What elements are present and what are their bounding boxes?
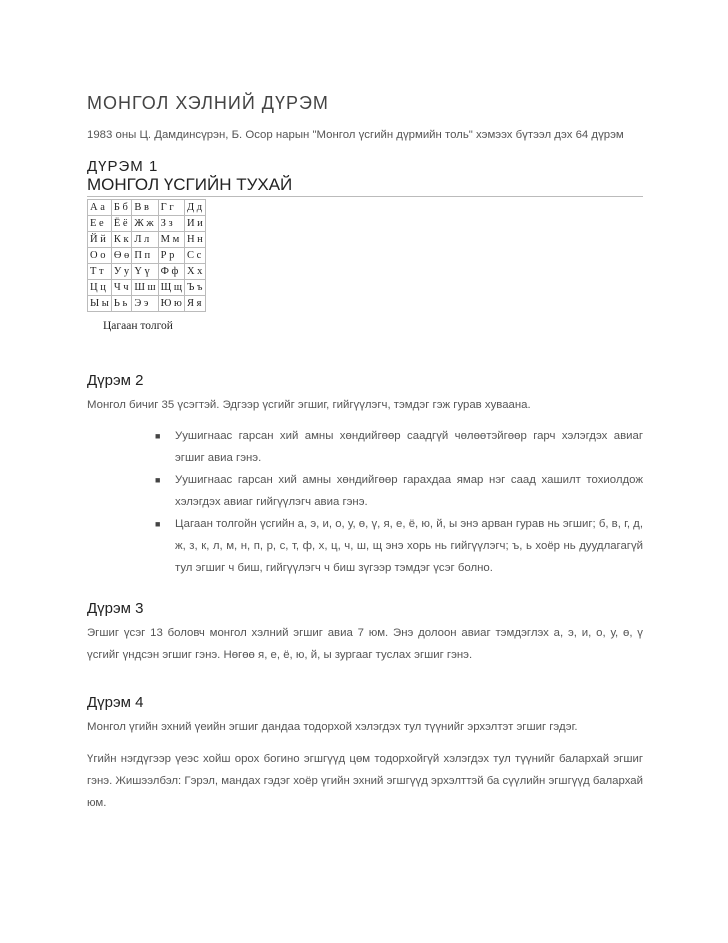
alphabet-cell: Л л: [132, 232, 158, 248]
alphabet-cell: У у: [111, 264, 131, 280]
rule-1-label: ДҮРЭМ 1: [87, 158, 159, 175]
alphabet-row: [88, 232, 206, 248]
list-item: [155, 469, 643, 513]
alphabet-cell: Г г: [158, 200, 184, 216]
list-item-text: Уушигнаас гарсан хий амны хөндийгөөр гарахдаа ямар нэг саад хашилт тохиолдож хэлэгдэх авиаг гийгүүлэгч авиа гэнэ.: [175, 474, 643, 508]
alphabet-cell: Ъ ъ: [184, 280, 205, 296]
alphabet-cell: Т т: [88, 264, 112, 280]
rule-3-text: Эгшиг үсэг 13 боловч монгол хэлний эгшиг авиа 7 юм. Энэ долоон авиаг тэмдэглэх а, э, и, о, у, ө, ү үсгийг үндсэн эгшиг гэнэ. Нөгөө я, е, ё, ю, й, ы зургааг туслах эгшиг гэнэ.: [87, 627, 643, 661]
alphabet-cell: Ө ө: [111, 248, 131, 264]
alphabet-cell: Ш ш: [132, 280, 158, 296]
alphabet-row: [88, 296, 206, 312]
alphabet-cell: Ё ё: [111, 216, 131, 232]
alphabet-cell: З з: [158, 216, 184, 232]
alphabet-cell: Ц ц: [88, 280, 112, 296]
alphabet-cell: Р р: [158, 248, 184, 264]
alphabet-cell: А а: [88, 200, 112, 216]
rule-1-title: МОНГОЛ ҮСГИЙН ТУХАЙ: [87, 175, 643, 197]
rule-4-heading: Дүрэм 4: [87, 694, 144, 711]
rule-2-bullet-list: [155, 425, 643, 579]
document-title: МОНГОЛ ХЭЛНИЙ ДҮРЭМ: [87, 93, 329, 113]
alphabet-cell: П п: [132, 248, 158, 264]
list-item-text: Цагаан толгойн үсгийн а, э, и, о, у, ө, ү, я, е, ё, ю, й, ы энэ арван гурав нь эгшиг; б, в, г, д, ж, з, к, л, м, н, п, р, с, т, ф, х, ц, ч, ш, щ энэ хорь нь гийгүүлэгч; ъ, ь хоёр нь дуудлагагүй тул эгшиг ч биш, гийгүүлэгч ч биш зүгээр тэмдэг үсэг болно.: [175, 518, 643, 574]
alphabet-cell: О о: [88, 248, 112, 264]
alphabet-row: [88, 248, 206, 264]
alphabet-cell: К к: [111, 232, 131, 248]
document-subtitle: 1983 оны Ц. Дамдинсүрэн, Б. Осор нарын "Монгол үсгийн дүрмийн толь" хэмээх бүтээл дэх 64 дүрэм: [87, 129, 624, 141]
alphabet-cell: Ү ү: [132, 264, 158, 280]
alphabet-cell: М м: [158, 232, 184, 248]
rule-2-heading: Дүрэм 2: [87, 372, 144, 389]
rule-4-paragraph-2: Үгийн нэгдүгээр үеэс хойш орох богино эгшгүүд цөм тодорхойгүй хэлэгдэх тул түүнийг балархай эгшиг гэнэ. Жишээлбэл: Гэрэл, мандах гэдэг хоёр үгийн эхний эгшгүүд эрхэлттэй ба сүүлийн эгшгүүд балархай юм.: [87, 753, 643, 809]
alphabet-cell: Е е: [88, 216, 112, 232]
rule-2-intro: Монгол бичиг 35 үсэгтэй. Эдгээр үсгийг эгшиг, гийгүүлэгч, тэмдэг гэж гурав хуваана.: [87, 399, 531, 411]
alphabet-cell: Д д: [184, 200, 205, 216]
alphabet-row: [88, 264, 206, 280]
alphabet-cell: Щ щ: [158, 280, 184, 296]
rule-4-paragraph-1: Монгол үгийн эхний үеийн эгшиг дандаа тодорхой хэлэгдэх тул түүнийг эрхэлтэт эгшиг гэдэг.: [87, 721, 578, 733]
alphabet-cell: Ь ь: [111, 296, 131, 312]
bullet-icon: ■: [155, 431, 161, 441]
list-item-text: Уушигнаас гарсан хий амны хөндийгөөр саадгүй чөлөөтэйгөөр гарч хэлэгдэх авиаг эгшиг авиа гэнэ.: [175, 430, 643, 464]
alphabet-cell: Ф ф: [158, 264, 184, 280]
alphabet-cell: И и: [184, 216, 205, 232]
alphabet-cell: Ч ч: [111, 280, 131, 296]
bullet-icon: ■: [155, 519, 161, 529]
alphabet-row: [88, 200, 206, 216]
alphabet-cell: Я я: [184, 296, 205, 312]
alphabet-caption: Цагаан толгой: [103, 320, 173, 332]
alphabet-cell: В в: [132, 200, 158, 216]
alphabet-row: [88, 280, 206, 296]
alphabet-cell: С с: [184, 248, 205, 264]
alphabet-table: [87, 199, 206, 312]
rule-3-heading: Дүрэм 3: [87, 600, 144, 617]
list-item: [155, 425, 643, 469]
alphabet-cell: Й й: [88, 232, 112, 248]
alphabet-cell: Ж ж: [132, 216, 158, 232]
bullet-icon: ■: [155, 475, 161, 485]
alphabet-row: [88, 216, 206, 232]
alphabet-cell: Э э: [132, 296, 158, 312]
alphabet-cell: Ы ы: [88, 296, 112, 312]
alphabet-cell: Ю ю: [158, 296, 184, 312]
list-item: [155, 513, 643, 579]
alphabet-cell: Н н: [184, 232, 205, 248]
alphabet-cell: Х х: [184, 264, 205, 280]
alphabet-cell: Б б: [111, 200, 131, 216]
